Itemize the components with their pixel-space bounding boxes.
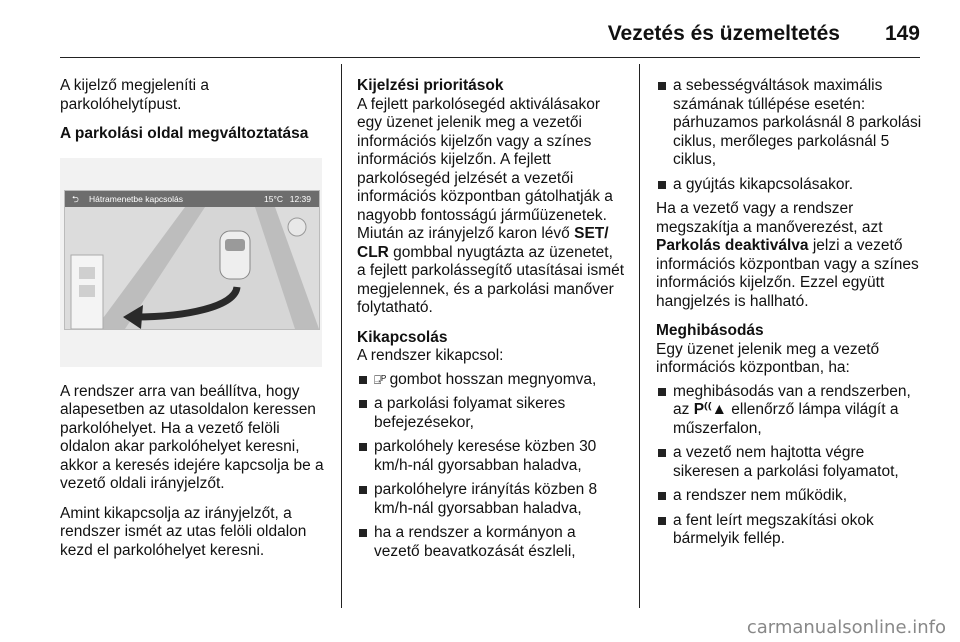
list-item-text: a vezető nem hajtotta végre sikeresen a parkolási folyamatot, <box>673 444 899 480</box>
bullet-list <box>357 371 625 562</box>
status-message: Parkolás deaktiválva <box>656 237 809 254</box>
list-item-text: parkolóhely keresése közben 30 km/h-nál gyorsabban haladva, <box>374 438 597 474</box>
paragraph: A rendszer kikapcsol: <box>357 347 504 364</box>
display-title: Hátramenetbe kapcsolás <box>89 193 184 204</box>
paragraph: Amint kikapcsolja az irányjelzőt, a rendszer ismét az utas felöli oldalon kezd el parkolóhelyet keresni. <box>60 504 307 559</box>
paragraph: A kijelző megjeleníti a parkolóhelytípust. <box>60 77 210 113</box>
button-name: SET/​CLR <box>357 225 609 261</box>
header-rule <box>60 57 920 58</box>
text-run: A fejlett parkolósegéd aktiválásakor egy üzenet jelenik meg a vezetői információs kijelzőn vagy a színes információs kijelzőn. A fejlett parkolósegéd jelzését a vezetői információs központban gátolhatják a nagyobb fontosságú járműüzenetek. Miután az irányjelző karon lévő <box>357 95 613 242</box>
list-item <box>656 176 922 195</box>
list-item <box>357 481 625 518</box>
list-item-text: a rendszer nem működik, <box>673 487 848 504</box>
subheading: A parkolási oldal megváltoztatása <box>60 125 309 142</box>
bullet-icon <box>658 82 666 90</box>
settings-icon <box>288 218 306 236</box>
bullet-list <box>656 383 922 549</box>
column-1 <box>60 77 326 571</box>
list-item <box>357 371 625 390</box>
paragraph: Egy üzenet jelenik meg a vezető információs központban, ha: <box>656 340 880 376</box>
text-run: gombbal nyugtázta az üzenetet, a fejlett parkolássegítő utasításai ismét megjelennek, és a parkolási manőver folytatható. <box>357 243 625 316</box>
list-item <box>656 77 922 170</box>
bullet-icon <box>359 486 367 494</box>
info-display-screen <box>64 190 320 330</box>
clock-readout: 12:39 <box>289 193 311 204</box>
display-status-bar <box>65 191 319 207</box>
list-item-text: gombot hosszan megnyomva, <box>389 370 597 388</box>
text-run: Ha a vezető vagy a rendszer megszakítja a manőverezést, azt <box>656 200 883 236</box>
list-item-text: meghibásodás van a rendszerben, az <box>673 382 911 418</box>
list-item <box>656 487 922 506</box>
column-2 <box>357 77 625 567</box>
paragraph: A rendszer arra van beállítva, hogy alapesetben az utasoldalon keressen parkolóhelyet. Ha a vezető felöli oldalon akar parkolóhelyet keresni, akkor a keresés idejére kapcsolja be a vezető oldali irányjelzőt. <box>60 382 324 492</box>
display-figure <box>60 158 322 367</box>
back-arrow-icon: ⮌ <box>72 193 79 204</box>
list-item-text: parkolóhelyre irányítás közben 8 km/h-nál gyorsabban haladva, <box>374 481 598 517</box>
bullet-icon <box>359 400 367 408</box>
list-item-text: a sebességváltások maximális számának túllépése esetén: párhuzamos parkolásnál 8 parkolási ciklus, merőleges parkolásnál 5 ciklus, <box>673 77 922 168</box>
list-item-text: a fent leírt megszakítási okok bármelyik fellép. <box>673 511 874 547</box>
text-run: jelzi a vezető információs központban vagy a színes információs kijelzőn. Ezzel együtt hangjelzés is hallható. <box>656 237 919 310</box>
parking-illustration <box>65 207 319 329</box>
temperature-readout: 15°C <box>264 193 283 204</box>
subheading: Kijelzési prioritások <box>357 77 504 94</box>
page-header <box>60 22 920 48</box>
parking-button-icon: ⍈ᴾ <box>374 372 390 387</box>
column-3 <box>656 77 922 555</box>
list-item <box>357 395 625 432</box>
page-number: 149 <box>884 22 920 45</box>
list-item <box>656 383 922 439</box>
bullet-icon <box>658 449 666 457</box>
section-title: Vezetés és üzemeltetés <box>607 22 840 45</box>
watermark: carmanualsonline.info <box>746 617 946 638</box>
column-divider <box>639 64 640 608</box>
column-divider <box>341 64 342 608</box>
paragraph <box>357 96 625 318</box>
list-item-text: ha a rendszer a kormányon a vezető beavatkozását észleli, <box>374 524 576 560</box>
subheading: Kikapcsolás <box>357 328 448 346</box>
park-assist-warning-icon: P⁽⁽▲ <box>693 401 727 418</box>
bullet-icon <box>658 181 666 189</box>
bullet-icon <box>359 443 367 451</box>
bullet-icon <box>359 376 367 384</box>
car-icon <box>220 231 250 279</box>
list-item <box>357 438 625 475</box>
list-item-text: a parkolási folyamat sikeres befejezésekor, <box>374 395 566 431</box>
paragraph <box>656 200 922 311</box>
bullet-icon <box>658 388 666 396</box>
list-item <box>357 524 625 561</box>
bullet-icon <box>359 529 367 537</box>
bullet-icon <box>658 492 666 500</box>
list-item-text: ellenőrző lámpa világít a műszerfalon, <box>673 401 899 437</box>
subheading: Meghibásodás <box>656 322 764 339</box>
list-item <box>656 444 922 481</box>
bullet-icon <box>658 517 666 525</box>
bullet-list <box>656 77 922 194</box>
list-item <box>656 512 922 549</box>
list-item-text: a gyújtás kikapcsolásakor. <box>673 175 854 193</box>
